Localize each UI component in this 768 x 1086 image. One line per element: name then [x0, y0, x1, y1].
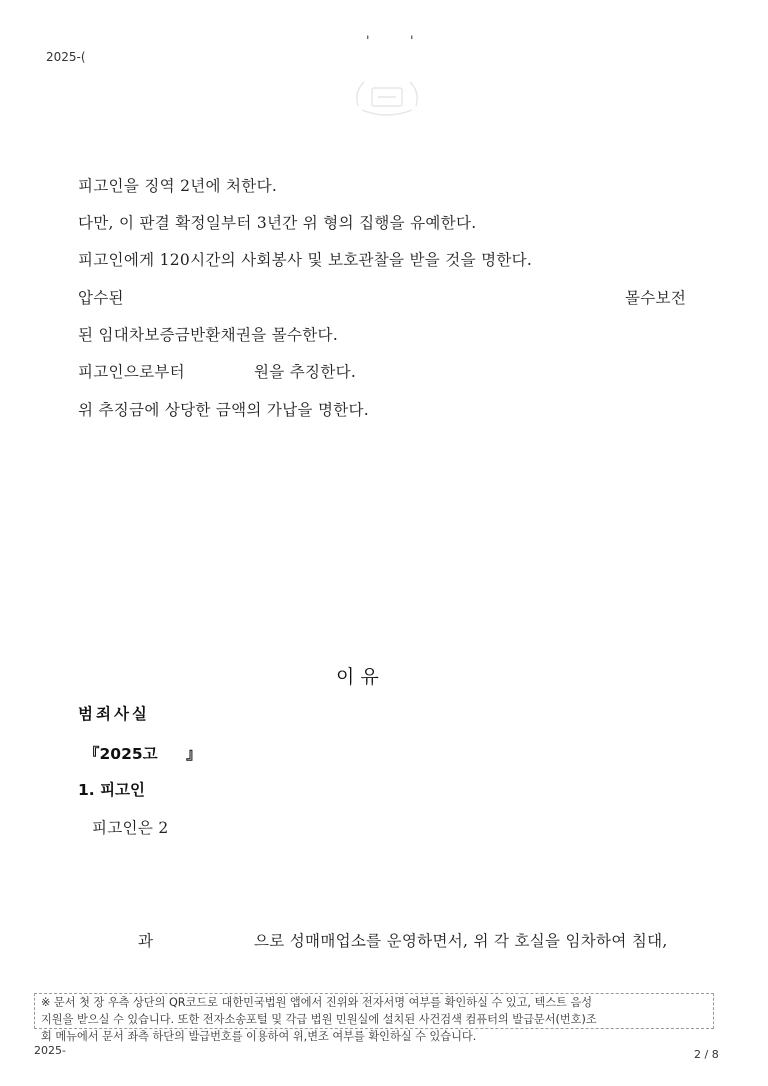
verification-notice [34, 993, 714, 1043]
case-reference-end: 』 [186, 745, 202, 763]
court-seal-watermark [350, 76, 424, 124]
body-line-brothel: 으로 성매매업소를 운영하면서, 위 각 호실을 임차하여 침대, [254, 932, 668, 950]
ruling-line-forfeiture-preservation: 몰수보전 [625, 289, 687, 307]
page-number: 2 / 8 [694, 1048, 719, 1061]
item-1-title: 1. 피고인 [78, 781, 145, 799]
document-number-header: 2025-( [46, 50, 86, 64]
footer-doc-number: 2025- [34, 1044, 66, 1057]
ruling-line-suspension: 다만, 이 판결 확정일부터 3년간 위 형의 집행을 유예한다. [78, 214, 477, 232]
ruling-line-community-service: 피고인에게 120시간의 사회봉사 및 보호관찰을 받을 것을 명한다. [78, 251, 533, 269]
ruling-line-collection: 원을 추징한다. [254, 363, 357, 381]
notice-line: 회 메뉴에서 문서 좌측 하단의 발급번호를 이용하여 위,변조 여부를 확인하실 수 있습니다. [41, 1030, 477, 1043]
section-title-criminal-facts: 범죄사실 [78, 705, 150, 723]
body-fragment-and: 과 [138, 932, 154, 950]
scan-mark: ' [366, 34, 370, 49]
case-reference: 『2025고 [84, 745, 158, 763]
item-1-text: 피고인은 2 [92, 819, 169, 837]
ruling-line-sentence: 피고인을 징역 2년에 처한다. [78, 177, 278, 195]
reasons-heading: 이 유 [336, 666, 379, 688]
ruling-line-forfeit-deposit: 된 임대차보증금반환채권을 몰수한다. [78, 326, 339, 344]
notice-line: 지원을 받으실 수 있습니다. 또한 전자소송포털 및 각급 법원 민원실에 설치된 사건검색 컴퓨터의 발급문서(번호)조 [41, 1013, 597, 1026]
ruling-line-from-defendant: 피고인으로부터 [78, 363, 185, 381]
scan-mark: ' [410, 34, 414, 49]
notice-line: ※ 문서 첫 장 우측 상단의 QR코드로 대한민국법원 앱에서 진위와 전자서명 여부를 확인하실 수 있고, 텍스트 음성 [41, 996, 593, 1009]
ruling-line-provisional-payment: 위 추징금에 상당한 금액의 가납을 명한다. [78, 401, 370, 419]
ruling-line-seized: 압수된 [78, 289, 124, 307]
